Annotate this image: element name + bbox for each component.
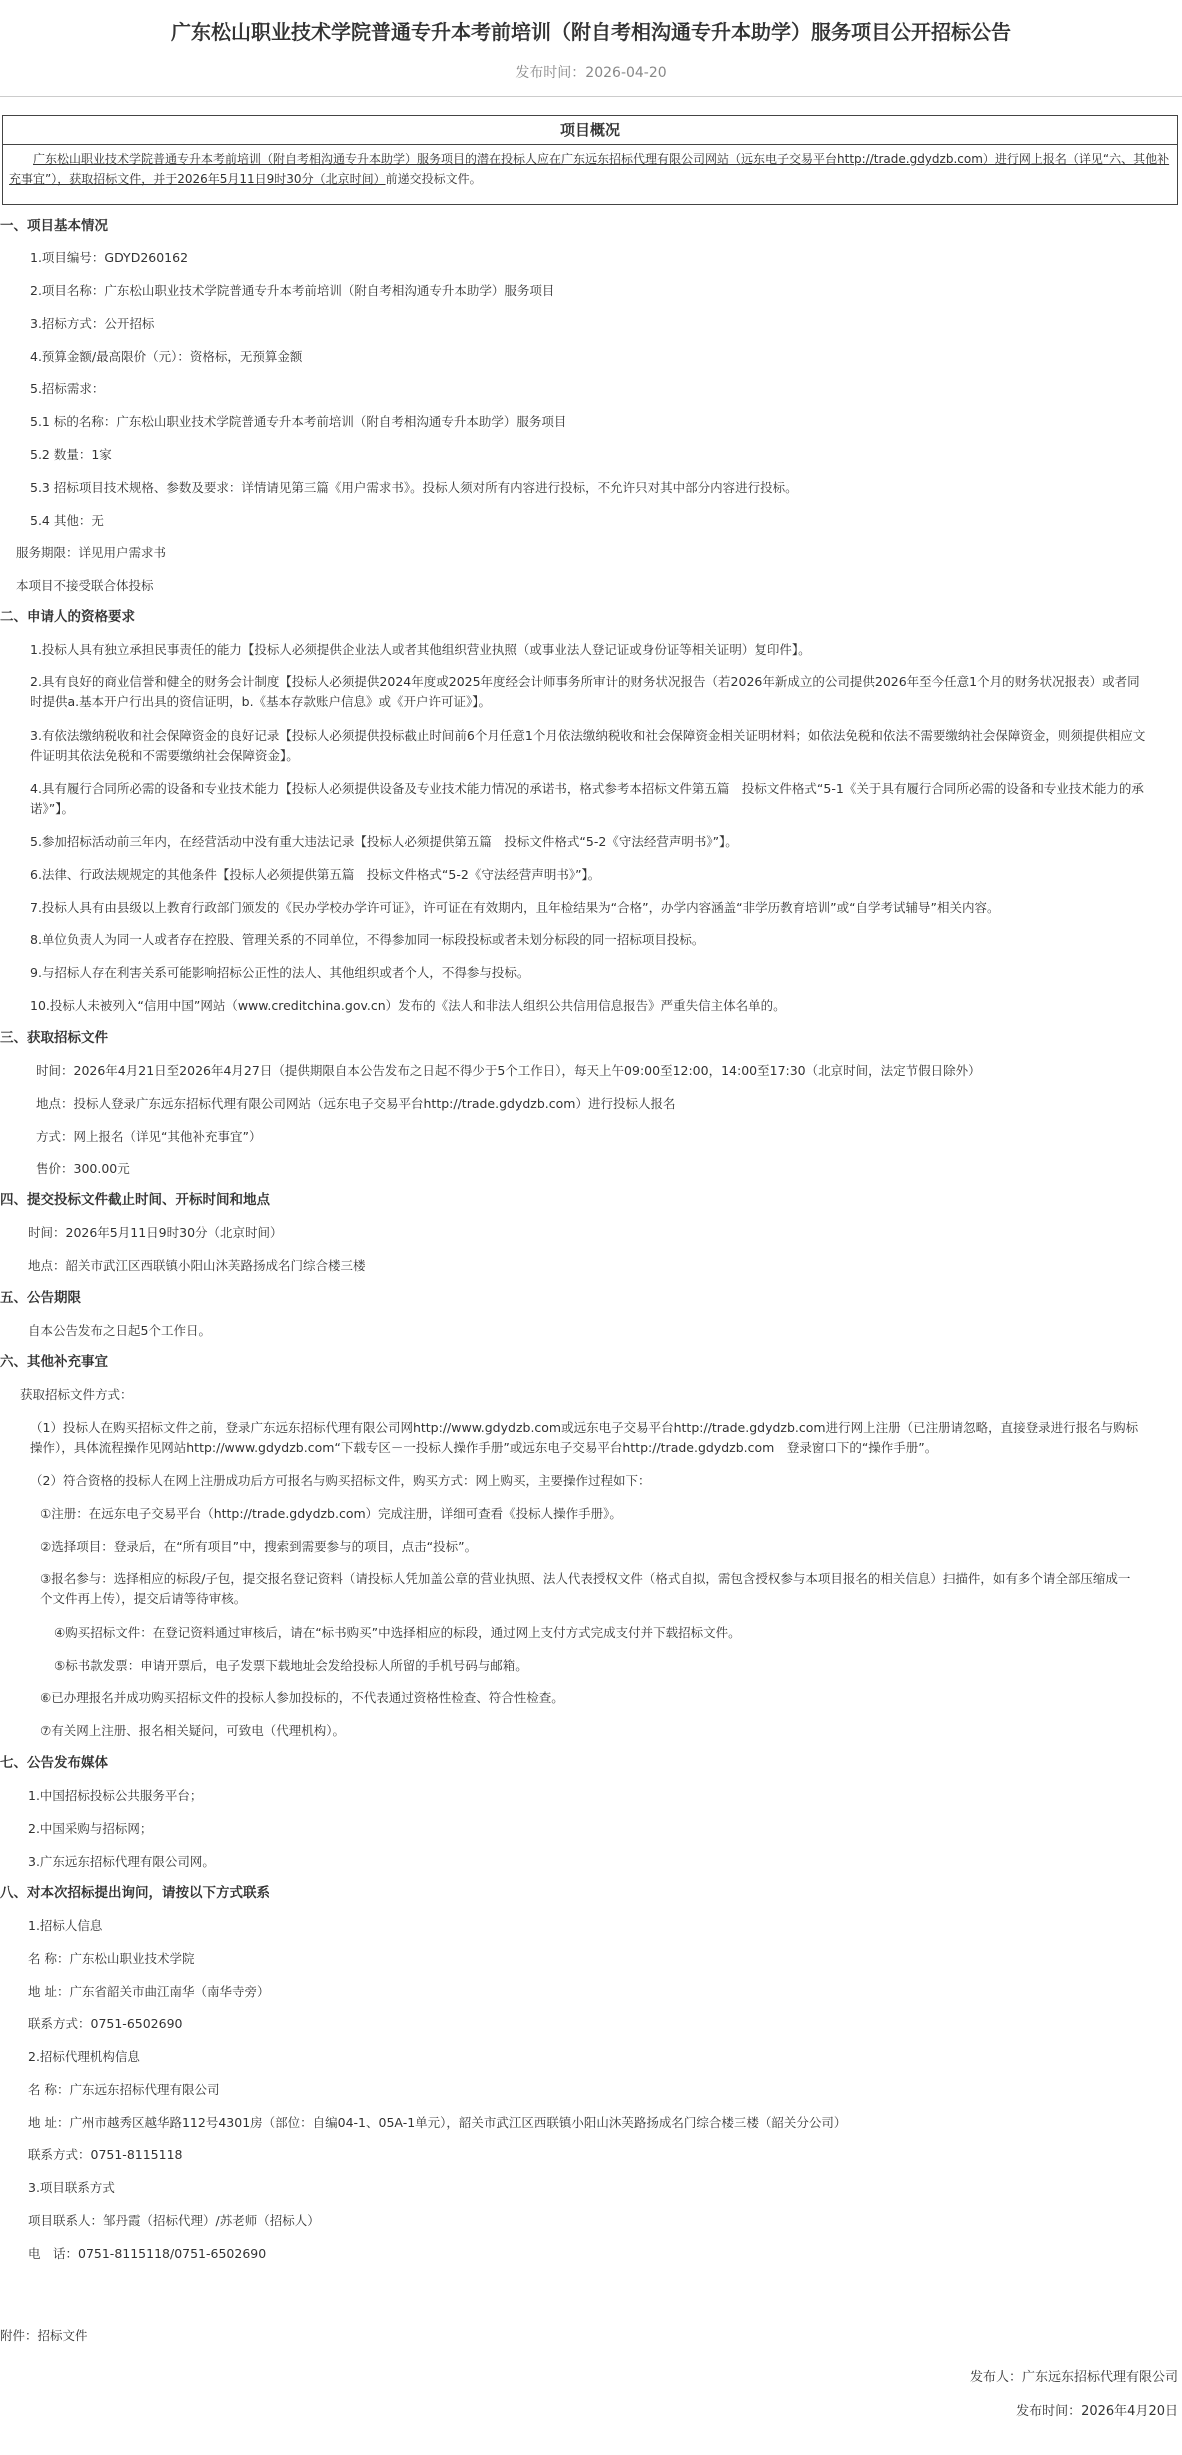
text-line: 电 话：0751-8115118/0751-6502690 [28, 2246, 267, 2261]
section-heading: 八、对本次招标提出询问，请按以下方式联系 [0, 1885, 270, 1901]
section-heading: 六、其他补充事宜 [0, 1354, 108, 1370]
text-line: 地 址：广东省韶关市曲江南华（南华寺旁） [28, 1984, 270, 1999]
text-line: 5.3 招标项目技术规格、参数及要求：详情请见第三篇《用户需求书》。投标人须对所有内容进行投标，不允许只对其中部分内容进行投标。 [30, 480, 798, 495]
text-line: 项目联系人：邹丹霞（招标代理）/苏老师（招标人） [28, 2213, 320, 2228]
footer-publisher: 发布人：广东远东招标代理有限公司 [969, 2370, 1178, 2385]
text-line: 5.2 数量：1家 [30, 447, 112, 462]
text-line: ⑦有关网上注册、报名相关疑问，可致电（代理机构）。 [40, 1723, 345, 1738]
publish-time: 发布时间：2026-04-20 [515, 65, 667, 81]
text-line: 5.4 其他：无 [30, 513, 104, 528]
text-line: 服务期限：详见用户需求书 [16, 545, 167, 560]
text-line: 售价：300.00元 [36, 1161, 130, 1176]
text-line: 自本公告发布之日起5个工作日。 [28, 1323, 211, 1338]
footer-date: 发布时间：2026年4月20日 [1016, 2404, 1178, 2419]
text-line: 5.招标需求： [30, 381, 105, 396]
text-line: 时间：2026年4月21日至2026年4月27日（提供期限自本公告发布之日起不得少于5个工作日），每天上午09:00至12:00，14:00至17:30（北京时间，法定节假日除外） [36, 1063, 981, 1078]
text-line: （1）投标人在购买招标文件之前，登录广东远东招标代理有限公司网http://www.gdydzb.com或远东电子交易平台http://trade.gdydzb.com进行网上注册（已注册请忽略，直接登录进行报名与购标操作），具体流程操作见网站http://www.gdydzb.com“下载专区－一投标人操作手册”或远东电子交易平台http://trade.gdydzb.com 登录窗口下的“操作手册”。 [30, 1420, 1139, 1455]
text-line: （2）符合资格的投标人在网上注册成功后方可报名与购买招标文件，购买方式：网上购买，主要操作过程如下： [30, 1473, 651, 1488]
text-line: 联系方式：0751-8115118 [28, 2147, 183, 2162]
text-line: 4.预算金额/最高限价（元）：资格标，无预算金额 [30, 349, 303, 364]
text-line: 2.中国采购与招标网； [28, 1821, 153, 1836]
text-line: 8.单位负责人为同一人或者存在控股、管理关系的不同单位，不得参加同一标段投标或者未划分标段的同一招标项目投标。 [30, 932, 705, 947]
section-heading: 四、提交投标文件截止时间、开标时间和地点 [0, 1192, 270, 1208]
text-line: 2.招标代理机构信息 [28, 2049, 140, 2064]
text-line: 名 称：广东远东招标代理有限公司 [28, 2082, 220, 2097]
overview-heading: 项目概况 [3, 116, 1177, 145]
section-heading: 一、项目基本情况 [0, 218, 108, 234]
text-line: ②选择项目：登录后，在“所有项目”中，搜索到需要参与的项目，点击“投标”。 [40, 1539, 478, 1554]
overview-box [2, 115, 1178, 205]
text-line: 3.有依法缴纳税收和社会保障资金的良好记录【投标人必须提供投标截止时间前6个月任意1个月依法缴纳税收和社会保障资金相关证明材料；如依法免税和依法不需要缴纳社会保障资金，则须提供相应文件证明其依法免税和不需要缴纳社会保障资金】。 [30, 728, 1146, 763]
text-line: 2.项目名称：广东松山职业技术学院普通专升本考前培训（附自考相沟通专升本助学）服务项目 [30, 283, 555, 298]
text-line: 1.项目编号：GDYD260162 [30, 250, 189, 265]
text-line: 9.与招标人存在利害关系可能影响招标公正性的法人、其他组织或者个人，不得参与投标。 [30, 965, 530, 980]
text-line: ③报名参与：选择相应的标段/子包，提交报名登记资料（请投标人凭加盖公章的营业执照、法人代表授权文件（格式自拟，需包含授权参与本项目报名的相关信息）扫描件，如有多个请全部压缩成一个文件再上传），提交后请等待审核。 [40, 1571, 1131, 1606]
text-line: 3.招标方式：公开招标 [30, 316, 155, 331]
overview-text [3, 145, 1177, 189]
text-line: 方式：网上报名（详见“其他补充事宜”） [36, 1129, 262, 1144]
text-line: 10.投标人未被列入“信用中国”网站（www.creditchina.gov.cn）发布的《法人和非法人组织公共信用信息报告》严重失信主体名单的。 [30, 998, 786, 1013]
section-heading: 五、公告期限 [0, 1290, 81, 1306]
text-line: ⑤标书款发票：申请开票后，电子发票下载地址会发给投标人所留的手机号码与邮箱。 [54, 1658, 528, 1673]
text-line: 地 址：广州市越秀区越华路112号4301房（部位：自编04-1、05A-1单元），韶关市武江区西联镇小阳山沐芙路扬成名门综合楼三楼（韶关分公司） [28, 2115, 847, 2130]
text-line: 4.具有履行合同所必需的设备和专业技术能力【投标人必须提供设备及专业技术能力情况的承诺书，格式参考本招标文件第五篇 投标文件格式“5-1《关于具有履行合同所必需的设备和专业技术能力的承诺》”】。 [30, 781, 1144, 816]
text-line: 2.具有良好的商业信誉和健全的财务会计制度【投标人必须提供2024年度或2025年度经会计师事务所审计的财务状况报告（若2026年新成立的公司提供2026年至今任意1个月的财务状况报表）或者同时提供a.基本开户行出具的资信证明，b.《基本存款账户信息》或《开户许可证》】。 [30, 674, 1140, 709]
text-line: 获取招标文件方式： [20, 1387, 133, 1402]
text-line: 6.法律、行政法规规定的其他条件【投标人必须提供第五篇 投标文件格式“5-2《守法经营声明书》”】。 [30, 867, 601, 882]
text-line: 3.项目联系方式 [28, 2180, 115, 2195]
overview-text-a: 广东松山职业技术学院普通专升本考前培训（附自考相沟通专升本助学）服务项目的潜在投标人应在广东远东招标代理有限公司网站（远东电子交易平台http://trade.gdydzb.com）进行网上报名（详见“六、其他补充事宜”），获取招标文件，并于 [9, 152, 1170, 186]
text-line: 本项目不接受联合体投标 [16, 578, 154, 593]
text-line: 1.投标人具有独立承担民事责任的能力【投标人必须提供企业法人或者其他组织营业执照（或事业法人登记证或身份证等相关证明）复印件】。 [30, 642, 811, 657]
text-line: ⑥已办理报名并成功购买招标文件的投标人参加投标的，不代表通过资格性检查、符合性检查。 [40, 1690, 564, 1705]
text-line: 地点：韶关市武江区西联镇小阳山沐芙路扬成名门综合楼三楼 [28, 1258, 366, 1273]
text-line: 附件：招标文件 [0, 2328, 88, 2343]
text-line: ④购买招标文件：在登记资料通过审核后，请在“标书购买”中选择相应的标段，通过网上支付方式完成支付并下载招标文件。 [54, 1625, 741, 1640]
text-line: 5.1 标的名称：广东松山职业技术学院普通专升本考前培训（附自考相沟通专升本助学）服务项目 [30, 414, 567, 429]
section-heading: 二、申请人的资格要求 [0, 609, 135, 625]
text-line: 7.投标人具有由县级以上教育行政部门颁发的《民办学校办学许可证》，许可证在有效期内，且年检结果为“合格”，办学内容涵盖“非学历教育培训”或“自学考试辅导”相关内容。 [30, 900, 1000, 915]
divider [0, 96, 1182, 97]
section-heading: 三、获取招标文件 [0, 1030, 108, 1046]
page-title: 广东松山职业技术学院普通专升本考前培训（附自考相沟通专升本助学）服务项目公开招标公告 [171, 20, 1011, 44]
text-line: 1.招标人信息 [28, 1918, 103, 1933]
text-line: 联系方式：0751-6502690 [28, 2016, 183, 2031]
text-line: 地点：投标人登录广东远东招标代理有限公司网站（远东电子交易平台http://trade.gdydzb.com）进行投标人报名 [36, 1096, 676, 1111]
text-line: 1.中国招标投标公共服务平台； [28, 1788, 203, 1803]
text-line: ①注册：在远东电子交易平台（http://trade.gdydzb.com）完成注册，详细可查看《投标人操作手册》。 [40, 1506, 622, 1521]
text-line: 时间：2026年5月11日9时30分（北京时间） [28, 1225, 283, 1240]
text-line: 5.参加招标活动前三年内，在经营活动中没有重大违法记录【投标人必须提供第五篇 投标文件格式“5-2《守法经营声明书》”】。 [30, 834, 738, 849]
text-line: 名 称：广东松山职业技术学院 [28, 1951, 195, 1966]
overview-deadline: 2026年5月11日9时30分（北京时间） [177, 172, 386, 186]
overview-text-c: 前递交投标文件。 [385, 172, 482, 186]
text-line: 3.广东远东招标代理有限公司网。 [28, 1854, 215, 1869]
section-heading: 七、公告发布媒体 [0, 1755, 108, 1771]
